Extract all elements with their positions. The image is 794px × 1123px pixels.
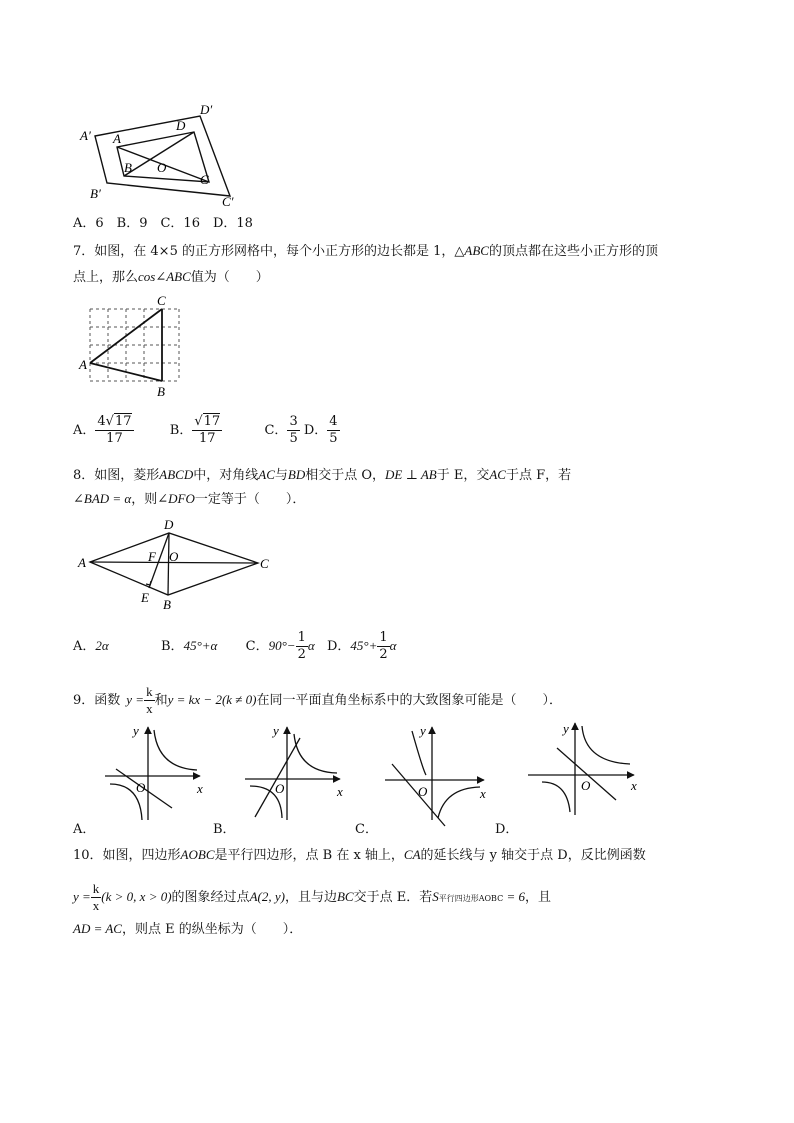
q8-label-e: E <box>141 590 149 605</box>
q7-triangle-abc: △ABC <box>454 243 489 258</box>
q6-label-cp: C′ <box>222 194 234 209</box>
q6-label-dp: D′ <box>200 102 213 117</box>
q6-label-a: A <box>113 131 121 146</box>
q8-option-a-value: 2α <box>95 638 109 653</box>
q8-label-b: B <box>163 597 171 612</box>
q9-a-origin: O <box>136 780 146 795</box>
q8-option-d-label: D． <box>326 639 351 654</box>
q8-label-c: C <box>260 556 269 571</box>
q9-option-b: B． <box>213 822 236 837</box>
q9-fraction-k-over-x: $\frac{k}{x}$ <box>146 684 153 716</box>
q7-text: 值为（ ） <box>190 270 269 285</box>
q6-label-o: O <box>157 160 167 175</box>
q9-a-x-label: x <box>197 781 203 796</box>
q8-option-b-value: 45°+α <box>183 638 218 653</box>
q8-label-d: D <box>164 517 174 532</box>
q9-d-y-label: y <box>563 721 569 736</box>
q7-option-b-label: B． <box>169 423 193 438</box>
q7-option-c-fraction: $\frac{3}{5}$ <box>289 414 298 446</box>
q9-line: 9．函数 y = $\frac{k}{x}$ 和y = kx − 2(k ≠ 0)在同一平面直角坐标系中的大致图象可能是（ ）． <box>73 684 563 716</box>
q7-option-a-label: A． <box>73 423 96 438</box>
q8-option-c-label: C． <box>245 639 269 654</box>
q9-a-y-label: y <box>133 723 139 738</box>
q8-option-d-fraction: $\frac{1}{2}$ <box>379 630 388 662</box>
q7-option-d-fraction: $\frac{4}{5}$ <box>329 414 338 446</box>
q6-label-ap: A′ <box>80 128 91 143</box>
q8-option-a-label: A． <box>73 639 96 654</box>
q9-option-d: D． <box>495 822 519 837</box>
q9-d-x-label: x <box>631 778 637 793</box>
q9-b-y-label: y <box>273 723 279 738</box>
q8-line1: 8．如图，菱形ABCD中，对角线AC与BD相交于点 O，DE ⊥ AB于 E，交AC于点 F，若 <box>73 467 572 483</box>
q10-line2: y = $\frac{k}{x}$ (k > 0, x > 0)的图象经过点A(2, y)，且与边BC交于点 E．若S平行四边形AOBC = 6，且 <box>73 881 551 913</box>
q7-option-a-fraction: $\frac{4√17}{17}$ <box>97 414 132 446</box>
q7-option-c-label: C． <box>264 423 288 438</box>
q7-label-b: B <box>157 384 165 399</box>
q8-line2: ∠BAD = α，则∠DFO一定等于（ ）． <box>73 491 306 507</box>
q9-d-origin: O <box>581 778 591 793</box>
q8-label-a: A <box>78 555 86 570</box>
q6-options: A．6 B．9 C．16 D．18 <box>73 216 253 231</box>
q7-cos-abc: cos∠ABC <box>138 269 191 284</box>
q9-graph-a <box>105 727 200 820</box>
q7-label-a: A <box>79 357 87 372</box>
q7-option-b-fraction: $\frac{√17}{17}$ <box>194 414 221 446</box>
q6-label-b: B <box>124 160 132 175</box>
q10-area-subscript: 平行四边形AOBC <box>438 894 504 903</box>
q9-b-x-label: x <box>337 784 343 799</box>
q9-b-origin: O <box>275 781 285 796</box>
q6-label-d: D <box>176 118 186 133</box>
q7-text: 7．如图，在 4×5 的正方形网格中，每个小正方形的边长都是 1， <box>73 244 455 259</box>
q6-label-c: C <box>200 172 209 187</box>
q7-label-c: C <box>157 293 166 308</box>
q8-label-o: O <box>169 549 179 564</box>
q9-c-y-label: y <box>420 723 426 738</box>
q10-line3: AD = AC，则点 E 的纵坐标为（ ）． <box>73 921 303 937</box>
q9-option-a: A． <box>73 822 96 837</box>
q8-options: A．2α B．45°+α C．90°− $\frac{1}{2}$ α D．45°+ $\frac{1}{2}$ α <box>73 630 397 662</box>
q10-fraction-k-over-x: $\frac{k}{x}$ <box>92 881 100 913</box>
q9-option-c: C． <box>355 822 378 837</box>
q7-text: 的顶点都在这些小正方形的顶 <box>488 244 658 259</box>
q9-c-x-label: x <box>480 786 486 801</box>
q9-graph-d <box>528 723 634 815</box>
q6-label-bp: B′ <box>90 186 101 201</box>
q9-graph-c <box>385 727 484 826</box>
q10-line1: 10．如图，四边形AOBC是平行四边形，点 B 在 x 轴上，CA的延长线与 y 轴交于点 D，反比例函数 <box>73 847 646 863</box>
q7-option-d-label: D． <box>303 423 328 438</box>
q8-option-b-label: B． <box>161 639 184 654</box>
q8-label-f: F <box>148 549 156 564</box>
q9-graph-b <box>245 727 340 820</box>
q9-c-origin: O <box>418 784 428 799</box>
q7-text: 点上，那么 <box>73 270 139 285</box>
q8-option-c-fraction: $\frac{1}{2}$ <box>297 630 306 662</box>
